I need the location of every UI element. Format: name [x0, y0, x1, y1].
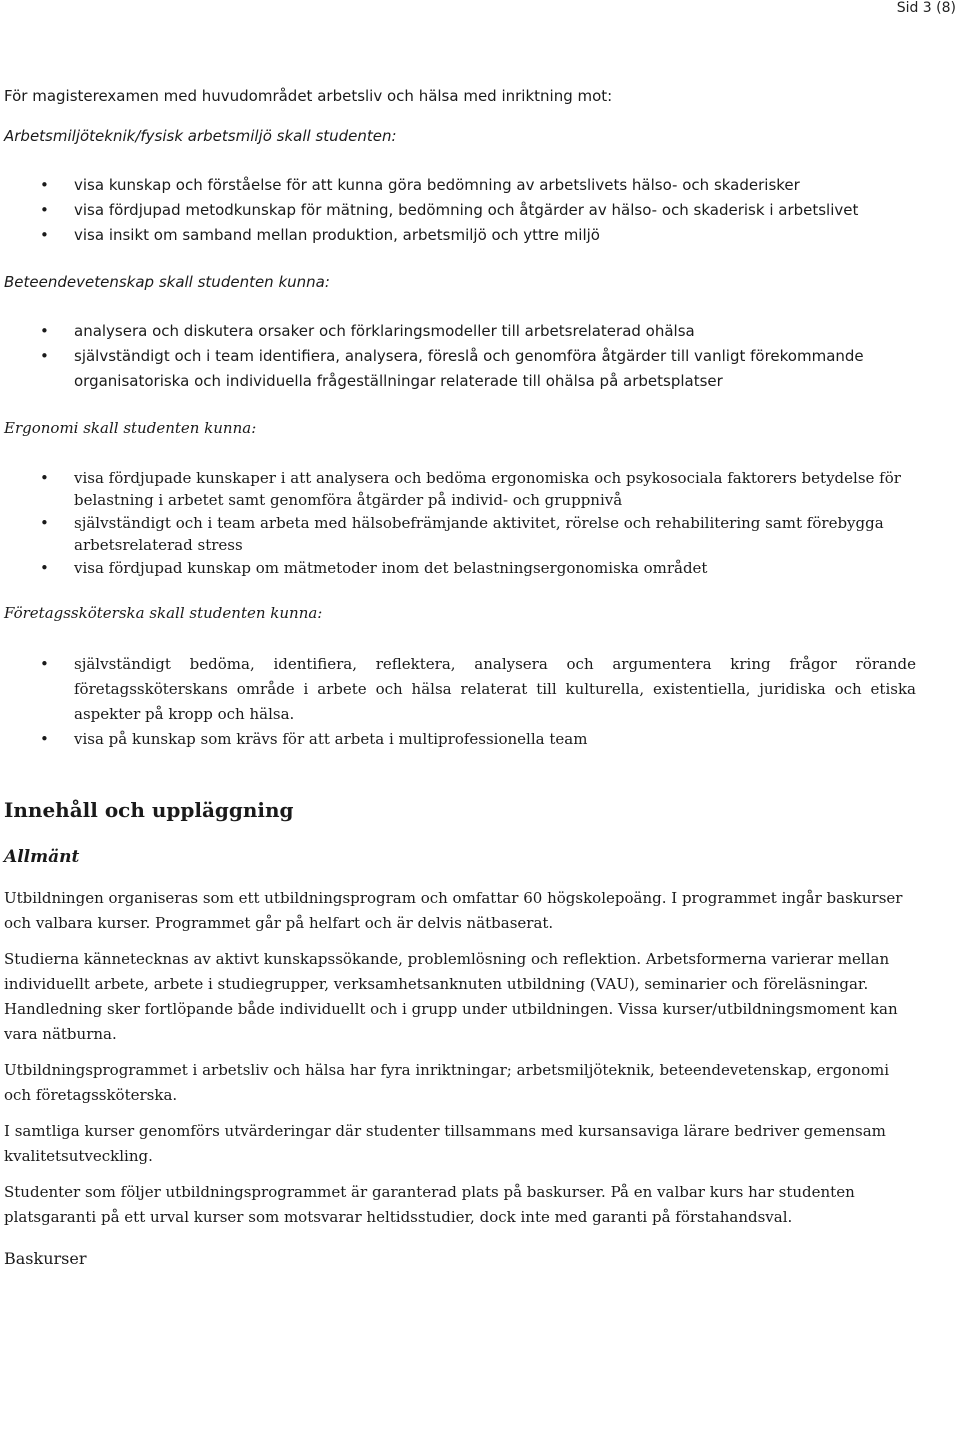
- list-item: • visa fördjupad kunskap om mätmetoder inom det belastningsergonomiska området: [4, 557, 916, 579]
- bullet-list-beteendevetenskap: [4, 319, 916, 394]
- list-item: • självständigt bedöma, identifiera, reflektera, analysera och argumentera kring frågor rörande företagssköterskans område i arbete och hälsa relaterat till kulturella, existentiella, juridiska och etiska aspekter på kropp och hälsa.: [4, 652, 916, 727]
- paragraph: Utbildningen organiseras som ett utbildningsprogram och omfattar 60 högskolepoäng. I programmet ingår baskurser och valbara kurser. Programmet går på helfart och är delvis nätbaserat.: [4, 889, 903, 932]
- paragraph: Studenter som följer utbildningsprogrammet är garanterad plats på baskurser. På en valbar kurs har studenten platsgaranti på ett urval kurser som motsvarar heltidsstudier, dock inte med garanti på förstahandsval.: [4, 1183, 855, 1226]
- general-heading: Allmänt: [4, 847, 80, 867]
- list-item: • visa kunskap och förståelse för att kunna göra bedömning av arbetslivets hälso- och skaderisker: [4, 173, 916, 198]
- list-item: • självständigt och i team arbeta med hälsobefrämjande aktivitet, rörelse och rehabilitering samt förebygga arbetsrelaterad stress: [4, 512, 916, 556]
- section-heading-beteendevetenskap: Beteendevetenskap skall studenten kunna:: [4, 273, 330, 291]
- paragraph: Utbildningsprogrammet i arbetsliv och hälsa har fyra inriktningar; arbetsmiljöteknik, beteendevetenskap, ergonomi och företagssköterska.: [4, 1061, 890, 1104]
- paragraph: Studierna kännetecknas av aktivt kunskapssökande, problemlösning och reflektion. Arbetsformerna varierar mellan individuellt arbete, arbete i studiegrupper, verksamhetsanknuten utbildning (VAU), seminarier och föreläsningar. Handledning sker fortlöpande både individuellt och i grupp under utbildningen. Vissa kurser/utbildningsmoment kan vara nätburna.: [4, 950, 898, 1043]
- bullet-list-ergonomi: [4, 467, 916, 579]
- list-item: • analysera och diskutera orsaker och förklaringsmodeller till arbetsrelaterad ohälsa: [4, 319, 916, 344]
- section-heading-arbetsmiljoteknik: Arbetsmiljöteknik/fysisk arbetsmiljö skall studenten:: [4, 127, 397, 145]
- list-item: • visa på kunskap som krävs för att arbeta i multiprofessionella team: [4, 727, 916, 752]
- paragraph: I samtliga kurser genomförs utvärderingar där studenter tillsammans med kursansaviga lärare bedriver gemensam kvalitetsutveckling.: [4, 1122, 886, 1165]
- section-heading-foretagsskoterska: Företagssköterska skall studenten kunna:: [4, 604, 323, 622]
- baskurser-heading: Baskurser: [4, 1249, 87, 1268]
- list-item: • visa fördjupad metodkunskap för mätning, bedömning och åtgärder av hälso- och skaderisk i arbetslivet: [4, 198, 916, 223]
- bullet-list-arbetsmiljoteknik: [4, 173, 916, 248]
- intro-text: För magisterexamen med huvudområdet arbetsliv och hälsa med inriktning mot:: [4, 87, 613, 105]
- list-item: • självständigt och i team identifiera, analysera, föreslå och genomföra åtgärder till vanligt förekommande organisatoriska och individuella frågeställningar relaterade till ohälsa på arbetsplatser: [4, 344, 916, 394]
- content-heading: Innehåll och uppläggning: [4, 798, 294, 822]
- page-number: Sid 3 (8): [896, 0, 956, 16]
- section-heading-ergonomi: Ergonomi skall studenten kunna:: [4, 419, 257, 437]
- document-body: [4, 84, 916, 1271]
- list-item: • visa fördjupade kunskaper i att analysera och bedöma ergonomiska och psykosociala faktorers betydelse för belastning i arbetet samt genomföra åtgärder på individ- och gruppnivå: [4, 467, 916, 511]
- bullet-list-foretagsskoterska: [4, 652, 916, 752]
- list-item: • visa insikt om samband mellan produktion, arbetsmiljö och yttre miljö: [4, 223, 916, 248]
